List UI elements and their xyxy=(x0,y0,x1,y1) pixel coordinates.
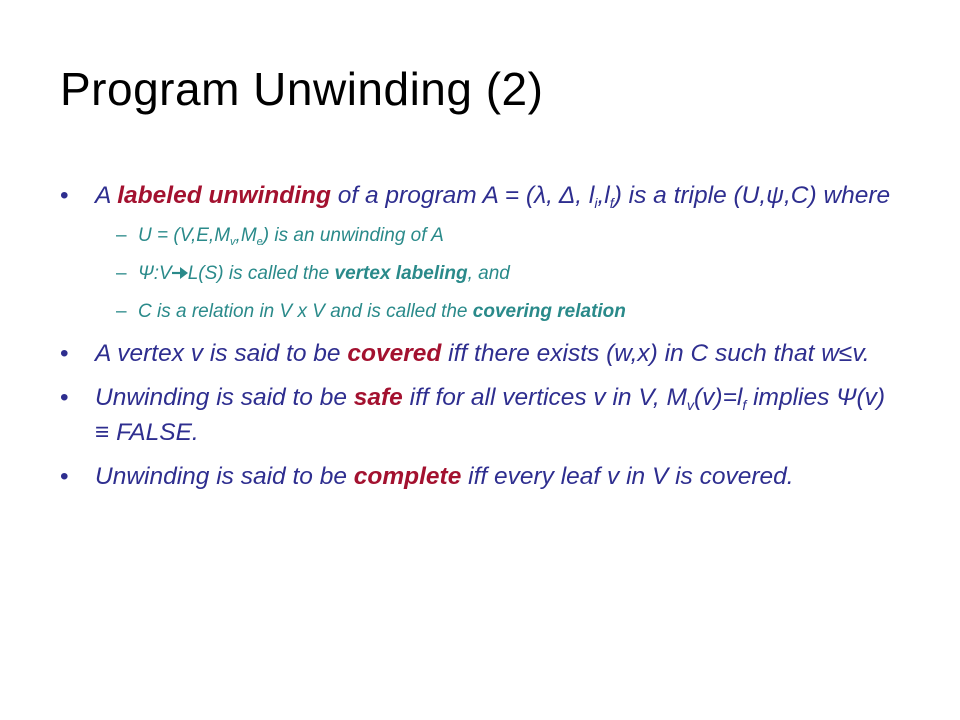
sub-bullet-covering-relation xyxy=(60,298,900,325)
text: iff for all vertices v in V, M xyxy=(402,384,687,411)
bullet-covered xyxy=(60,336,900,371)
text: implies Ψ(v) ≡ FALSE. xyxy=(95,384,886,446)
text: U = (V,E,M xyxy=(138,225,231,246)
bullet-marker: • xyxy=(60,384,69,411)
dash-marker: – xyxy=(116,263,127,284)
dash-marker: – xyxy=(116,301,127,322)
bullet-complete xyxy=(60,459,900,494)
text: iff every leaf v in V is covered. xyxy=(461,463,794,490)
subscript: v xyxy=(230,235,236,248)
emphasis: vertex labeling xyxy=(334,263,468,284)
text: A xyxy=(95,182,118,209)
sub-bullet-vertex-labeling xyxy=(60,260,900,287)
bullet-marker: • xyxy=(60,340,69,367)
text: of a program A = (λ, Δ, l xyxy=(330,182,595,209)
subscript: e xyxy=(256,235,263,248)
emphasis: labeled unwinding xyxy=(117,182,331,209)
text: Unwinding is said to be xyxy=(95,463,354,490)
text: Unwinding is said to be xyxy=(95,384,354,411)
bullet-marker: • xyxy=(60,463,69,490)
right-arrow-icon xyxy=(172,266,188,280)
sub-bullet-unwinding-def xyxy=(60,222,900,249)
text: , and xyxy=(467,263,510,284)
text: iff there exists (w,x) in C such that w≤v. xyxy=(441,340,870,367)
emphasis: complete xyxy=(353,463,462,490)
text: ,M xyxy=(235,225,257,246)
bullet-list xyxy=(60,178,900,503)
subscript: i xyxy=(594,195,598,212)
text: ,l xyxy=(597,182,610,209)
emphasis: safe xyxy=(353,384,403,411)
bullet-labeled-unwinding xyxy=(60,178,900,213)
text: (v)=l xyxy=(694,384,743,411)
subscript: v xyxy=(686,397,695,414)
slide-title: Program Unwinding (2) xyxy=(60,63,544,115)
text: C is a relation in V x V and is called the xyxy=(138,301,473,322)
subscript: f xyxy=(609,195,614,212)
bullet-marker: • xyxy=(60,182,69,209)
text: ) is an unwinding of A xyxy=(262,225,444,246)
text: L(S) is called the xyxy=(187,263,335,284)
emphasis: covered xyxy=(347,340,442,367)
text: Ψ:V xyxy=(138,263,172,284)
dash-marker: – xyxy=(116,225,127,246)
subscript: f xyxy=(742,397,747,414)
text: ) is a triple (U,ψ,C) where xyxy=(613,182,891,209)
bullet-safe xyxy=(60,380,900,450)
text: A vertex v is said to be xyxy=(95,340,348,367)
emphasis: covering relation xyxy=(472,301,626,322)
